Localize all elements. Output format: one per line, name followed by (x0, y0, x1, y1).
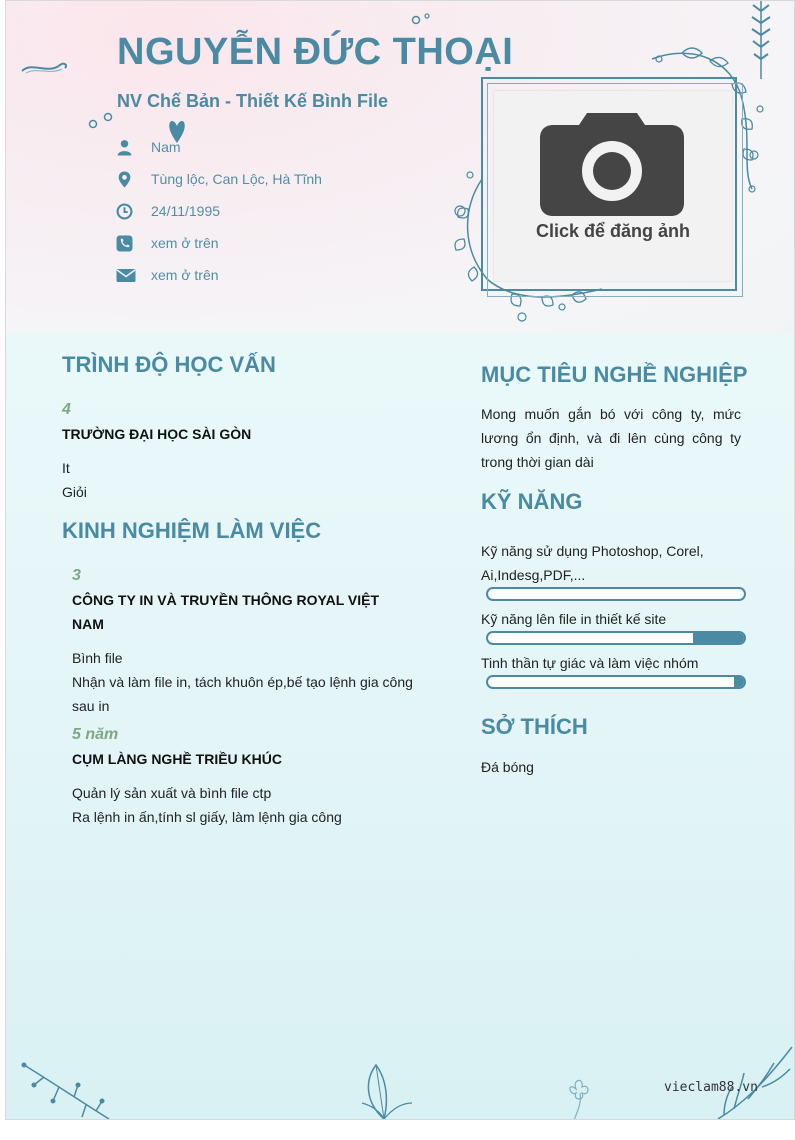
info-email (116, 259, 322, 291)
skill-1-label: Kỹ năng sử dụng Photoshop, Corel, (481, 543, 704, 559)
education-school: TRƯỜNG ĐẠI HỌC SÀI GÒN (62, 426, 252, 442)
info-gender (116, 131, 322, 163)
skill-3-label: Tinh thần tự giác và làm việc nhóm (481, 655, 699, 671)
skill-3-bar-fill (734, 677, 744, 687)
info-email-text: xem ở trên (151, 267, 219, 283)
experience-2-company: CỤM LÀNG NGHỀ TRIỀU KHÚC (72, 751, 282, 767)
objective-line-2: lương ổn định, và đi lên cùng công ty (481, 430, 741, 446)
info-address-text: Tùng lộc, Can Lộc, Hà Tĩnh (151, 171, 322, 187)
branch-bottom-left-decoration-icon (14, 1057, 114, 1120)
education-grade: Giỏi (62, 484, 87, 500)
cv-page (5, 0, 795, 1120)
map-pin-icon (116, 171, 133, 188)
skill-3-bar (486, 675, 746, 689)
hobbies-title: SỞ THÍCH (481, 714, 588, 739)
user-icon (116, 139, 133, 156)
info-phone-text: xem ở trên (151, 235, 219, 251)
info-address (116, 163, 322, 195)
flower-bottom-decoration-icon (562, 1075, 608, 1120)
objective-title: MỤC TIÊU NGHỀ NGHIỆP (481, 362, 748, 387)
info-birthday-text: 24/11/1995 (151, 203, 221, 219)
objective-line-3: trong thời gian dài (481, 454, 594, 470)
experience-1-time: 3 (72, 567, 81, 584)
experience-1-company: CÔNG TY IN VÀ TRUYỀN THÔNG ROYAL VIỆT (72, 592, 380, 608)
info-phone (116, 227, 322, 259)
experience-2-desc: Ra lệnh in ấn,tính sl giấy, làm lệnh gia công (72, 809, 342, 825)
camera-icon (539, 111, 685, 217)
candidate-role: NV Chế Bản - Thiết Kế Bình File (117, 91, 389, 111)
skill-1-bar (486, 587, 746, 601)
upload-photo-label: Click để đăng ảnh (535, 221, 691, 241)
experience-1-desc: Nhận và làm file in, tách khuôn ép,bế tạo lệnh gia công (72, 674, 413, 690)
skill-2-bar-fill (693, 633, 744, 643)
skill-1-label-cont: Ai,Indesg,PDF,... (481, 567, 586, 583)
upload-photo-button[interactable] (494, 91, 732, 281)
watermark: vieclam88.vn (664, 1080, 758, 1095)
info-birthday (116, 195, 322, 227)
experience-1-position: Bình file (72, 650, 123, 666)
education-time: 4 (62, 401, 71, 418)
dots-decoration-icon (88, 111, 118, 131)
skill-2-label: Kỹ năng lên file in thiết kế site (481, 611, 667, 627)
clock-icon (116, 203, 133, 220)
swirl-decoration-icon (20, 59, 70, 77)
phone-icon (116, 235, 133, 252)
hobbies-text: Đá bóng (481, 759, 534, 775)
info-gender-text: Nam (151, 139, 181, 155)
candidate-name: NGUYỄN ĐỨC THOẠI (117, 31, 514, 73)
leaf-bottom-center-decoration-icon (354, 1063, 414, 1120)
experience-title: KINH NGHIỆM LÀM VIỆC (62, 518, 322, 543)
experience-2-position: Quản lý sản xuất và bình file ctp (72, 785, 272, 801)
education-major: It (62, 460, 70, 476)
skills-title: KỸ NĂNG (481, 489, 583, 514)
experience-1-company-cont: NAM (72, 616, 104, 632)
personal-info-list (116, 131, 322, 291)
mail-icon (116, 267, 136, 284)
dots-top-decoration-icon (408, 11, 438, 31)
objective-line-1: Mong muốn gắn bó với công ty, mức (481, 406, 741, 422)
skill-2-bar (486, 631, 746, 645)
experience-1-desc-cont: sau in (72, 698, 110, 714)
education-title: TRÌNH ĐỘ HỌC VẤN (62, 352, 276, 377)
experience-2-time: 5 năm (72, 726, 119, 743)
